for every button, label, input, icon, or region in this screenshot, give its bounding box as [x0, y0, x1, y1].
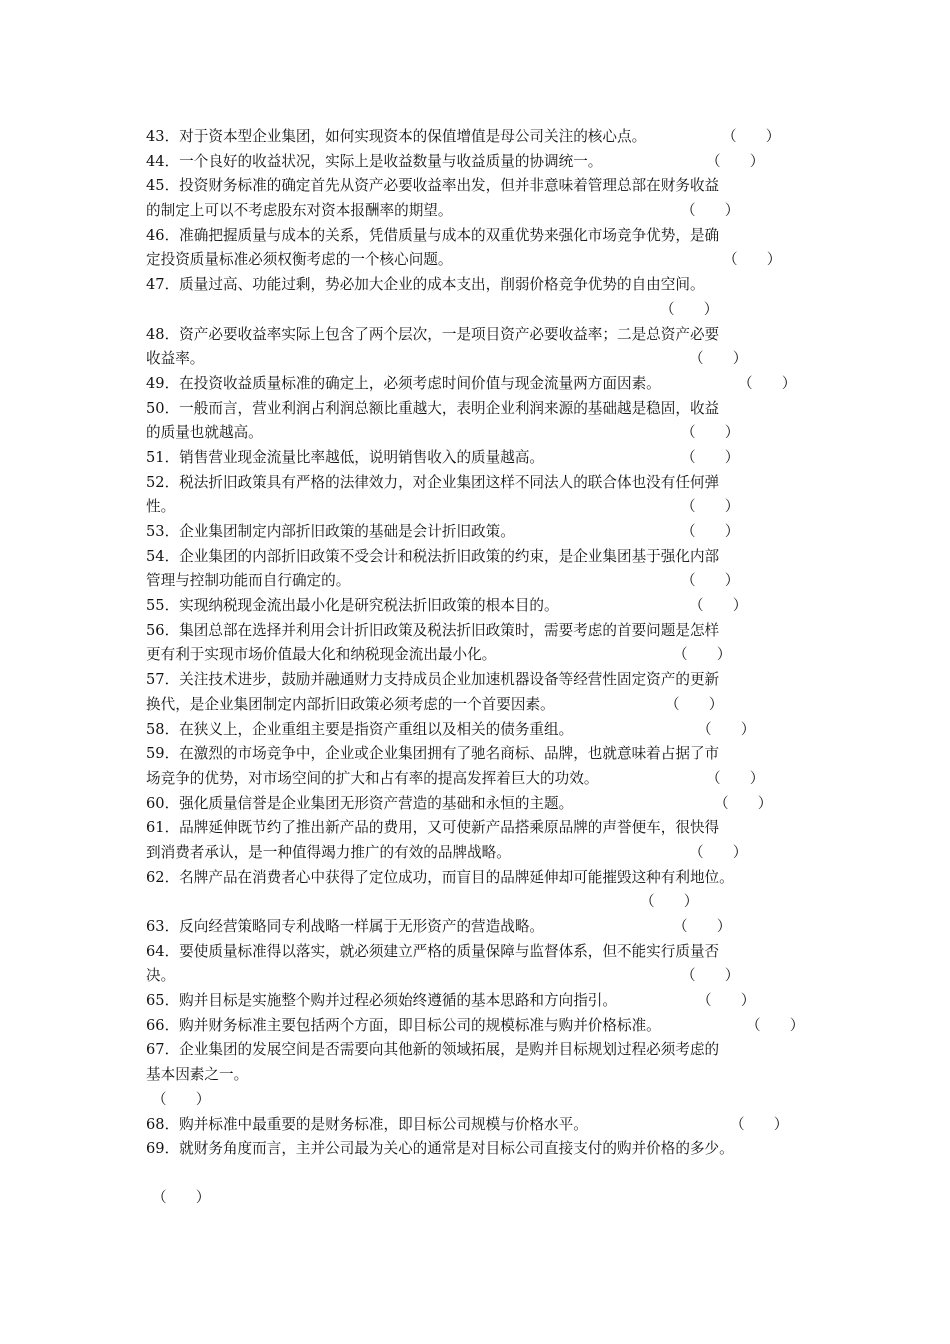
question-text: 49．在投资收益质量标准的确定上，必须考虑时间价值与现金流量两方面因素。: [146, 374, 661, 392]
text-line: [146, 150, 806, 175]
text-line: [146, 174, 806, 199]
text-line: [146, 767, 806, 792]
answer-bracket[interactable]: （ ）: [673, 918, 732, 935]
question-text: 63．反向经营策略同专利战略一样属于无形资产的营造战略。: [146, 918, 545, 935]
question-text: 47．质量过高、功能过剩，势必加大企业的成本支出，削弱价格竞争优势的自由空间。: [146, 276, 705, 294]
text-line: [146, 495, 806, 520]
question-text: 50．一般而言，营业利润占利润总额比重越大，表明企业利润来源的基础越是稳固，收益: [146, 399, 720, 417]
question-text: 43．对于资本型企业集团，如何实现资本的保值增值是母公司关注的核心点。: [146, 128, 647, 145]
question-text: 57．关注技术进步，鼓励并融通财力支持成员企业加速机器设备等经营性固定资产的更新: [146, 671, 720, 689]
text-line: [146, 594, 806, 619]
answer-bracket[interactable]: （ ）: [152, 1188, 211, 1206]
question-text: 64．要使质量标准得以落实，就必须建立严格的质量保障与监督体系，但不能实行质量否: [146, 942, 720, 960]
answer-bracket[interactable]: （ ）: [722, 128, 781, 145]
answer-bracket[interactable]: （ ）: [665, 695, 724, 713]
text-line: [146, 792, 806, 817]
text-line: [146, 273, 806, 298]
answer-bracket[interactable]: （ ）: [681, 967, 740, 985]
text-line: [146, 643, 806, 668]
answer-bracket[interactable]: （ ）: [689, 843, 748, 861]
answer-bracket[interactable]: （ ）: [660, 300, 719, 318]
question-text: 52．税法折旧政策具有严格的法律效力，对企业集团这样不同法人的联合体也没有任何弹: [146, 473, 720, 491]
answer-bracket[interactable]: （ ）: [714, 794, 773, 812]
text-line: [146, 693, 806, 718]
text-line: [146, 1113, 806, 1138]
text-line: [146, 619, 806, 644]
text-line: [146, 1088, 806, 1113]
question-text: 58．在狭义上，企业重组主要是指资产重组以及相关的债务重组。: [146, 720, 574, 738]
answer-bracket[interactable]: （ ）: [738, 374, 797, 392]
text-line: [146, 520, 806, 545]
question-text: 45．投资财务标准的确定首先从资产必要收益率出发，但并非意味着管理总部在财务收益: [146, 177, 720, 195]
question-text: 性。: [146, 498, 176, 516]
text-line: [146, 1014, 806, 1039]
text-line: [146, 668, 806, 693]
question-text: 46．准确把握质量与成本的关系，凭借质量与成本的双重优势来强化市场竞争优势，是确: [146, 226, 720, 244]
text-line: [146, 915, 806, 940]
answer-bracket[interactable]: （ ）: [681, 523, 740, 540]
question-text: 到消费者承认，是一种值得竭力推广的有效的品牌战略。: [146, 843, 511, 861]
text-line: [146, 125, 806, 150]
answer-bracket[interactable]: （ ）: [681, 448, 740, 466]
answer-bracket[interactable]: （ ）: [681, 202, 740, 220]
text-line: [146, 224, 806, 249]
text-line: [146, 1038, 806, 1063]
question-text: 65．购并目标是实施整个购并过程必须始终遵循的基本思路和方向指引。: [146, 992, 617, 1010]
answer-bracket[interactable]: （ ）: [689, 597, 748, 615]
text-line: [146, 940, 806, 965]
text-line: [146, 446, 806, 471]
text-line: [146, 323, 806, 348]
question-text: 67．企业集团的发展空间是否需要向其他新的领域拓展，是购并目标规划过程必须考虑的: [146, 1041, 720, 1059]
text-line: [146, 742, 806, 767]
answer-bracket[interactable]: （ ）: [723, 251, 782, 269]
question-text: 的制定上可以不考虑股东对资本报酬率的期望。: [146, 202, 453, 220]
question-text: 51．销售营业现金流量比率越低，说明销售收入的质量越高。: [146, 448, 545, 466]
answer-bracket[interactable]: （ ）: [730, 1115, 789, 1133]
question-text: 收益率。: [146, 350, 205, 368]
question-list: [146, 125, 806, 1211]
text-line: [146, 989, 806, 1014]
question-text: 59．在激烈的市场竞争中，企业或企业集团拥有了驰名商标、品牌，也就意味着占据了市: [146, 745, 720, 763]
question-text: 53．企业集团制定内部折旧政策的基础是会计折旧政策。: [146, 523, 515, 540]
text-line: [146, 248, 806, 273]
question-text: 管理与控制功能而自行确定的。: [146, 572, 351, 590]
answer-bracket[interactable]: （ ）: [152, 1090, 211, 1108]
question-text: 场竞争的优势，对市场空间的扩大和占有率的提高发挥着巨大的功效。: [146, 769, 599, 787]
text-line: [146, 569, 806, 594]
question-text: 更有利于实现市场价值最大化和纳税现金流出最小化。: [146, 646, 497, 664]
answer-bracket[interactable]: （ ）: [681, 424, 740, 442]
answer-bracket[interactable]: （ ）: [746, 1016, 805, 1034]
question-text: 决。: [146, 967, 176, 985]
question-text: 69．就财务角度而言，主并公司最为关心的通常是对目标公司直接支付的购并价格的多少。: [146, 1140, 734, 1158]
answer-bracket[interactable]: （ ）: [706, 769, 765, 787]
text-line: [146, 816, 806, 841]
text-line: [146, 1137, 806, 1162]
text-line: [146, 964, 806, 989]
question-text: 48．资产必要收益率实际上包含了两个层次，一是项目资产必要收益率；二是总资产必要: [146, 325, 720, 343]
text-line: [146, 545, 806, 570]
text-line: [146, 347, 806, 372]
text-line: [146, 890, 806, 915]
text-line: [146, 298, 806, 323]
question-text: 62．名牌产品在消费者心中获得了定位成功，而盲目的品牌延伸却可能摧毁这种有利地位。: [146, 868, 734, 886]
question-text: 的质量也就越高。: [146, 424, 263, 442]
question-text: 定投资质量标准必须权衡考虑的一个核心问题。: [146, 251, 453, 269]
answer-bracket[interactable]: （ ）: [697, 992, 756, 1010]
text-line: [146, 471, 806, 496]
text-line: [146, 1063, 806, 1088]
answer-bracket[interactable]: （ ）: [697, 720, 756, 738]
question-text: 44．一个良好的收益状况，实际上是收益数量与收益质量的协调统一。: [146, 152, 603, 170]
question-text: 基本因素之一。: [146, 1066, 249, 1084]
question-text: 68．购并标准中最重要的是财务标准，即目标公司规模与价格水平。: [146, 1115, 588, 1133]
text-line: [146, 718, 806, 743]
text-line: [146, 841, 806, 866]
text-line: [146, 866, 806, 891]
question-text: 55．实现纳税现金流出最小化是研究税法折旧政策的根本目的。: [146, 597, 559, 615]
answer-bracket[interactable]: （ ）: [640, 893, 699, 911]
answer-bracket[interactable]: （ ）: [681, 572, 740, 590]
answer-bracket[interactable]: （ ）: [689, 350, 748, 368]
question-text: 换代，是企业集团制定内部折旧政策必须考虑的一个首要因素。: [146, 695, 555, 713]
text-line: [146, 199, 806, 224]
question-text: 61．品牌延伸既节约了推出新产品的费用，又可使新产品搭乘原品牌的声誉便车，很快得: [146, 819, 720, 837]
question-text: 60．强化质量信誉是企业集团无形资产营造的基础和永恒的主题。: [146, 794, 574, 812]
answer-bracket[interactable]: （ ）: [706, 152, 765, 170]
text-line: [146, 372, 806, 397]
answer-bracket[interactable]: （ ）: [673, 646, 732, 664]
question-text: 54．企业集团的内部折旧政策不受会计和税法折旧政策的约束，是企业集团基于强化内部: [146, 547, 720, 565]
text-line: [146, 421, 806, 446]
text-line: [146, 1186, 806, 1211]
answer-bracket[interactable]: （ ）: [681, 498, 740, 516]
question-text: 66．购并财务标准主要包括两个方面，即目标公司的规模标准与购并价格标准。: [146, 1016, 661, 1034]
question-text: 56．集团总部在选择并利用会计折旧政策及税法折旧政策时，需要考虑的首要问题是怎样: [146, 621, 720, 639]
text-line: [146, 397, 806, 422]
